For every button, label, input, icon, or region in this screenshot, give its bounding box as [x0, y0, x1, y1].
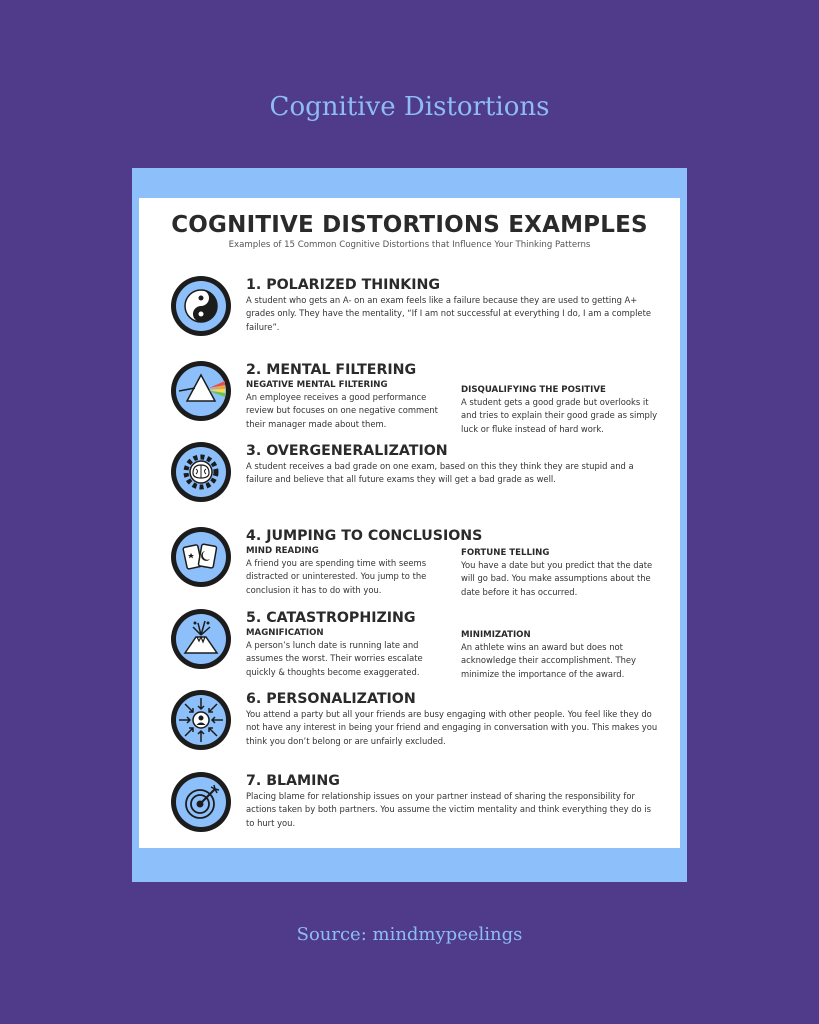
subtype-heading: MINIMIZATION [461, 630, 531, 640]
subtype-heading: MAGNIFICATION [246, 628, 324, 638]
subtype-heading: NEGATIVE MENTAL FILTERING [246, 380, 388, 390]
source-credit: Source: mindmypeelings [296, 924, 523, 945]
tarot-cards-icon [171, 527, 231, 587]
subtype-text: An athlete wins an award but does not acknowledge their accomplishment. They minimize the importance of the award. [461, 642, 636, 679]
infographic-frame [132, 168, 687, 882]
item-title: 1. POLARIZED THINKING [246, 277, 441, 293]
document-heading: COGNITIVE DISTORTIONS EXAMPLES [171, 212, 648, 238]
volcano-icon [171, 609, 231, 669]
item-text: A student who gets an A- on an exam feels like a failure because they are used to getting A+ grades only. They have the mentality, “If I am not successful at everything I do, I am a complete failure”. [246, 295, 652, 332]
item-text: A student receives a bad grade on one exam, based on this they think they are stupid and a failure and believe that all future exams they will get a bad grade as well. [246, 461, 634, 485]
target-icon [171, 772, 231, 832]
subtype-heading: FORTUNE TELLING [461, 548, 550, 558]
subtype-text: A student gets a good grade but overlooks it and tries to explain their good grade as simply luck or fluke instead of hard work. [461, 397, 658, 434]
document-subheading: Examples of 15 Common Cognitive Distortions that Influence Your Thinking Patterns [228, 240, 591, 250]
subtype-text: A person’s lunch date is running late and assumes the worst. Their worries escalate quickly & thoughts become exaggerated. [246, 640, 423, 677]
yin-yang-icon [171, 276, 231, 336]
item-text: Placing blame for relationship issues on your partner instead of sharing the responsibility for actions taken by both partners. You assume the victim mentality and think everything they do is to hurt you. [246, 791, 652, 828]
subtype-text: You have a date but you predict that the date will go bad. You make assumptions about the date before it has occurred. [461, 560, 653, 597]
subtype-text: A friend you are spending time with seems distracted or uninterested. You jump to the conclusion it has to do with you. [246, 558, 427, 595]
prism-icon [171, 361, 231, 421]
item-text: You attend a party but all your friends are busy engaging with other people. You feel like they do not have any interest in being your friend and engaging in conversation with you. This makes you think you don’t belong or are unfairly excluded. [246, 709, 658, 746]
infographic-sheet [139, 198, 680, 848]
item-title: 2. MENTAL FILTERING [246, 362, 417, 378]
subtype-heading: DISQUALIFYING THE POSITIVE [461, 385, 606, 395]
item-title: 5. CATASTROPHIZING [246, 610, 416, 626]
page-title: Cognitive Distortions [269, 92, 550, 122]
item-title: 7. BLAMING [246, 773, 340, 789]
brain-gear-icon [171, 442, 231, 502]
subtype-heading: MIND READING [246, 546, 319, 556]
item-title: 6. PERSONALIZATION [246, 691, 416, 707]
item-title: 3. OVERGENERALIZATION [246, 443, 448, 459]
item-title: 4. JUMPING TO CONCLUSIONS [246, 528, 483, 544]
subtype-text: An employee receives a good performance review but focuses on one negative comment their manager made about them. [246, 392, 438, 429]
person-arrows-icon [171, 690, 231, 750]
